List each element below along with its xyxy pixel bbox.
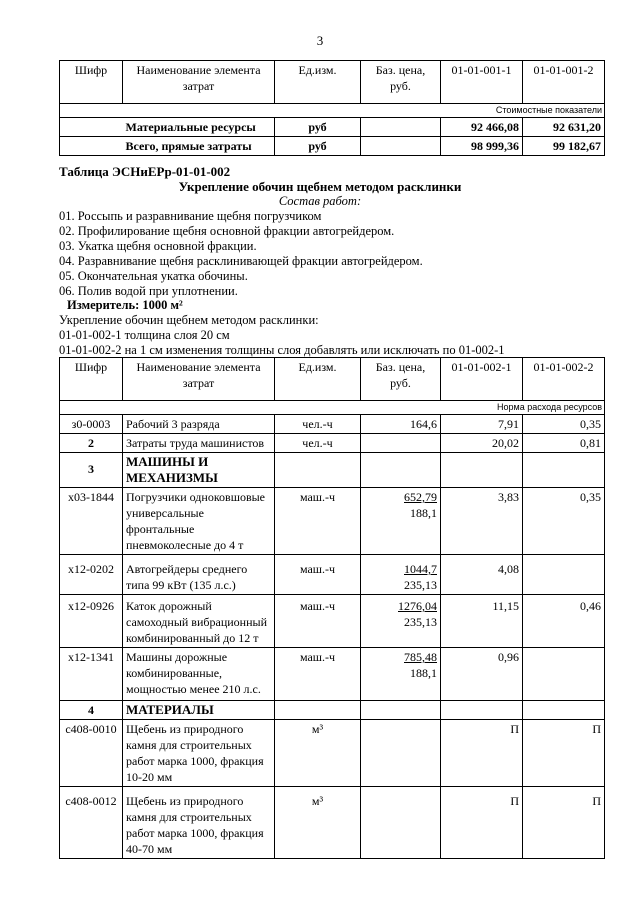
desc-line: 01-01-002-1 толщина слоя 20 см bbox=[59, 328, 230, 342]
works-heading: Состав работ: bbox=[278, 194, 362, 208]
meter: Измеритель: 1000 м² bbox=[67, 298, 183, 312]
header-col2: 01-01-001-2 bbox=[523, 61, 605, 104]
table-row: Всего, прямые затраты руб 98 999,36 99 182,67 bbox=[60, 137, 605, 156]
table-row: з0-0003 Рабочий 3 разряда чел.-ч 164,6 7,91 0,35 bbox=[60, 415, 605, 434]
header-col1: 01-01-001-1 bbox=[441, 61, 523, 104]
header-col2: 01-01-002-2 bbox=[523, 358, 605, 401]
header-unit: Ед.изм. bbox=[275, 61, 361, 104]
work-item: 01. Россыпь и разравнивание щебня погрузчиком bbox=[59, 209, 322, 223]
section-materials: 4 МАТЕРИАЛЫ bbox=[60, 701, 605, 720]
header-name: Наименование элемента затрат bbox=[123, 61, 275, 104]
table-row: х12-1341 Машины дорожные комбинированные, мощностью менее 210 л.с. маш.-ч 785,48 188,1 0,96 bbox=[60, 648, 605, 701]
cost-subheader: Стоимостные показатели bbox=[60, 104, 605, 118]
resource-table-header bbox=[60, 358, 605, 401]
work-item: 03. Укатка щебня основной фракции. bbox=[59, 239, 257, 253]
work-item: 02. Профилирование щебня основной фракции автогрейдером. bbox=[59, 224, 395, 238]
table-row: х12-0202 Автогрейдеры среднего типа 99 кВт (135 л.с.) маш.-ч 1044,7 235,13 4,08 bbox=[60, 555, 605, 595]
desc-line: Укрепление обочин щебнем методом расклинки: bbox=[59, 313, 319, 327]
work-item: 04. Разравнивание щебня расклинивающей фракции автогрейдером. bbox=[59, 254, 423, 268]
header-unit: Ед.изм. bbox=[275, 358, 361, 401]
header-name: Наименование элемента затрат bbox=[123, 358, 275, 401]
table-title: Таблица ЭСНиЕРр-01-01-002 bbox=[59, 164, 231, 179]
resource-subheader: Норма расхода ресурсов bbox=[60, 401, 605, 415]
table-row: Материальные ресурсы руб 92 466,08 92 631,20 bbox=[60, 118, 605, 137]
header-code: Шифр bbox=[60, 61, 123, 104]
header-col1: 01-01-002-1 bbox=[441, 358, 523, 401]
header-price: Баз. цена, руб. bbox=[361, 358, 441, 401]
table-row: х03-1844 Погрузчики одноковшовые универсальные фронтальные пневмоколесные до 4 т маш.-ч 652,79 188,1 3,83 0,35 bbox=[60, 488, 605, 555]
cost-table bbox=[59, 60, 605, 156]
header-price: Баз. цена, руб. bbox=[361, 61, 441, 104]
subtitle: Укрепление обочин щебнем методом расклинки bbox=[178, 179, 462, 194]
work-item: 05. Окончательная укатка обочины. bbox=[59, 269, 248, 283]
page-number: 3 bbox=[316, 33, 324, 48]
table-row: с408-0012 Щебень из природного камня для строительных работ марка 1000, фракция 40-70 мм м³ П П bbox=[60, 787, 605, 859]
table-row: х12-0926 Каток дорожный самоходный вибрационный комбинированный до 12 т маш.-ч 1276,04 235,13 11,15 0,46 bbox=[60, 595, 605, 648]
desc-line: 01-01-002-2 на 1 см изменения толщины слоя добавлять или исключать по 01-002-1 bbox=[59, 343, 505, 357]
section-machines: 3 МАШИНЫ И МЕХАНИЗМЫ bbox=[60, 453, 605, 488]
work-item: 06. Полив водой при уплотнении. bbox=[59, 284, 238, 298]
table-row: 2 Затраты труда машинистов чел.-ч 20,02 0,81 bbox=[60, 434, 605, 453]
resource-table bbox=[59, 357, 605, 859]
cost-table-header bbox=[60, 61, 605, 104]
header-code: Шифр bbox=[60, 358, 123, 401]
table-row: с408-0010 Щебень из природного камня для строительных работ марка 1000, фракция 10-20 мм м³ П П bbox=[60, 720, 605, 787]
